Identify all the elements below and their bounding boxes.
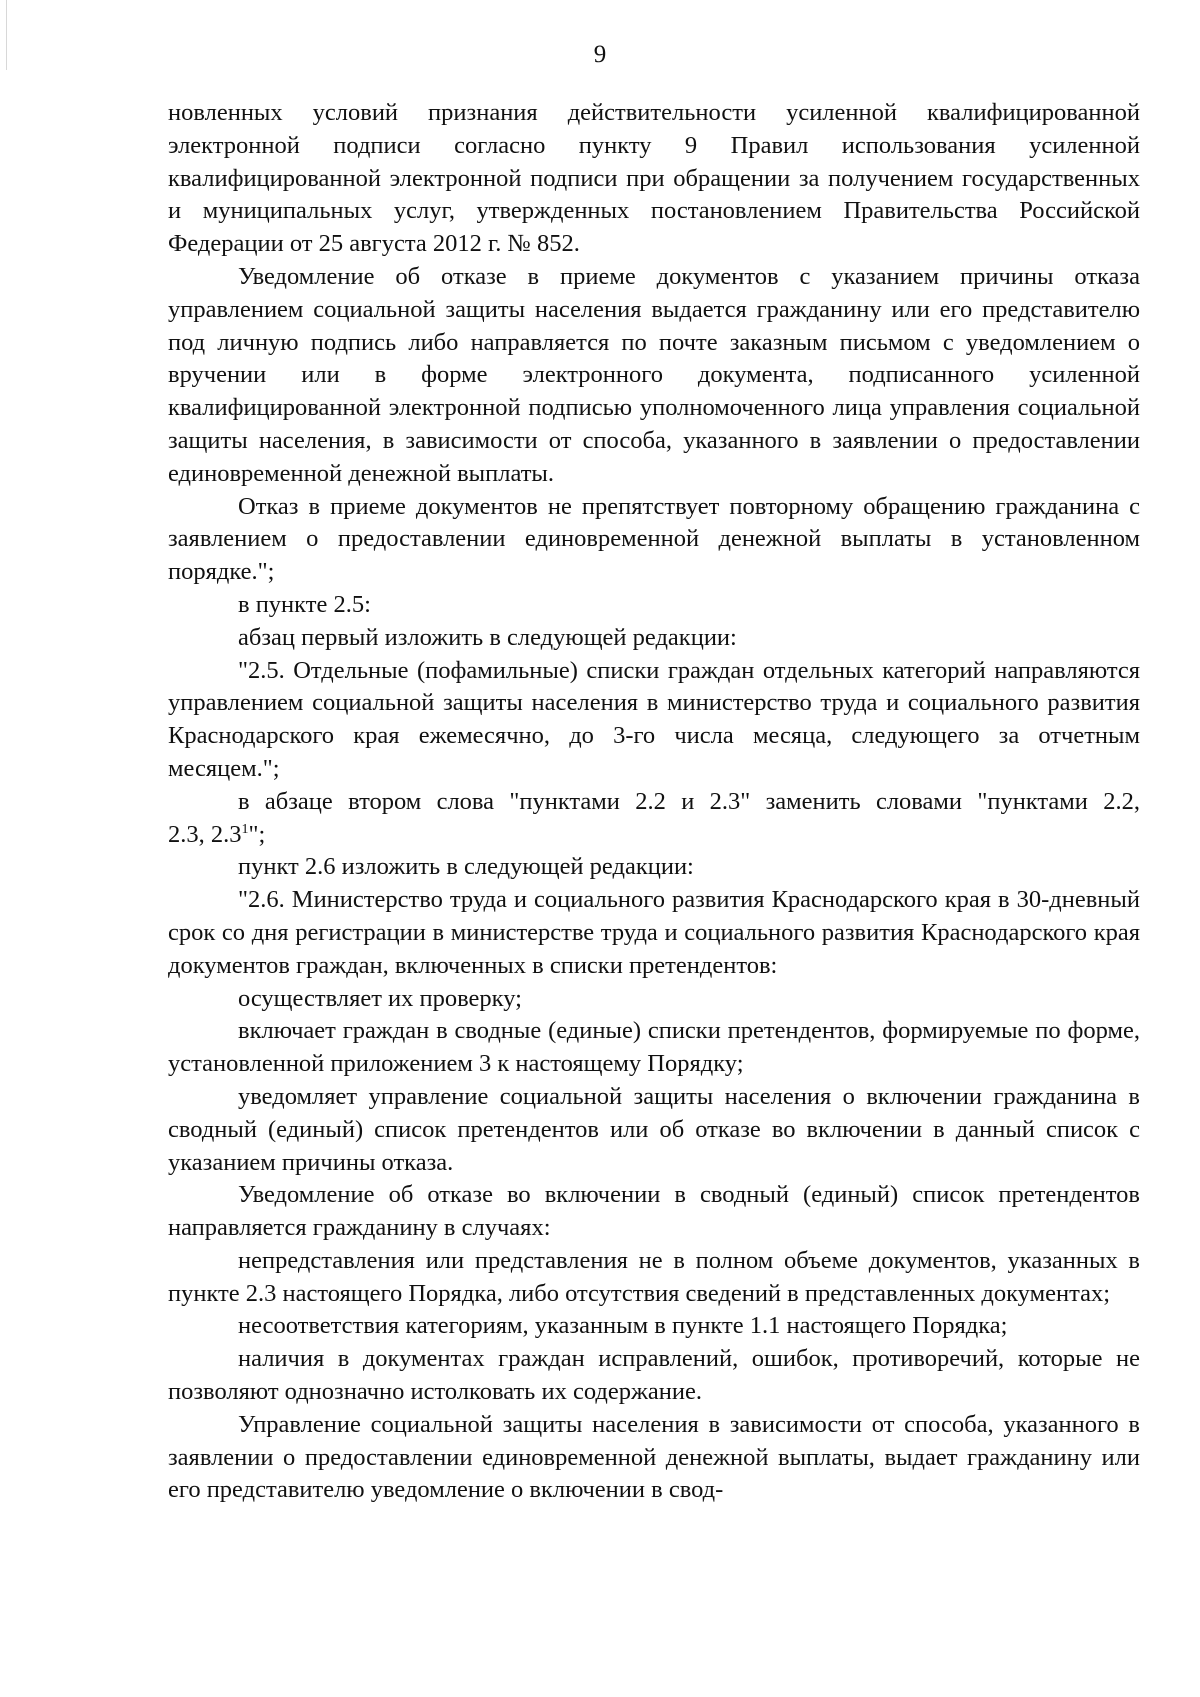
paragraph-second-abstract: в абзаце втором слова "пунктами 2.2 и 2.3" заменить словами "пунктами 2.2, xyxy=(238,787,1140,815)
page-number: 9 xyxy=(593,41,607,68)
paragraph-second-abstract-end xyxy=(168,819,1140,852)
paragraph-verification: осуществляет их проверку; xyxy=(238,984,522,1012)
paragraph-clause-2-5: в пункте 2.5: xyxy=(238,590,371,618)
paragraph-consolidated-lists: включает граждан в сводные (единые) списки претендентов, формируемые по форме, установленной приложением 3 к настоящему Порядку; xyxy=(168,1017,1140,1078)
paragraph-2-6-text: "2.6. Министерство труда и социального развития Краснодарского края в 30-дневный срок со дня регистрации в министерстве труда и социального развития Краснодарского края документов граждан, включенных в списки претендентов: xyxy=(168,886,1140,979)
paragraph-management-issues: Управление социальной защиты населения в зависимости от способа, указанного в заявлении о предоставлении единовременной денежной выплаты, выдает гражданину или его представителю уведомление о включении в свод- xyxy=(168,1410,1140,1504)
paragraph-clause-2-6: пункт 2.6 изложить в следующей редакции: xyxy=(238,853,694,881)
paragraph-case-categories: несоответствия категориям, указанным в пункте 1.1 настоящего Порядка; xyxy=(238,1312,1008,1340)
paragraph-case-errors: наличия в документах граждан исправлений, ошибок, противоречий, которые не позволяют однозначно истолковать их содержание. xyxy=(168,1345,1140,1406)
paragraph-case-documents: непредставления или представления не в полном объеме документов, указанных в пункте 2.3 настоящего Порядка, либо отсутствия сведений в представленных документах; xyxy=(168,1246,1140,1307)
paragraph-first-abstract: абзац первый изложить в следующей редакции: xyxy=(238,623,737,651)
paragraph-2-5-text: "2.5. Отдельные (пофамильные) списки граждан отдельных категорий направляются управлением социальной защиты населения в министерство труда и социального развития Краснодарского края ежемесячно, до 3-го числа месяца, следующего за отчетным месяцем."; xyxy=(168,656,1140,782)
document-body xyxy=(168,97,1140,1507)
paragraph-continuation: новленных условий признания действительности усиленной квалифицированной электронной подписи согласно пункту 9 Правил использования усиленной квалифицированной электронной подписи при обращении за получением государственных и муниципальных услуг, утвержденных постановлением Правительства Российской Федерации от 25 августа 2012 г. № 852. xyxy=(168,99,1140,258)
clause-reference: 2.3, 2.3 xyxy=(168,820,242,848)
closing-quote: "; xyxy=(248,820,266,848)
paragraph-refusal-no-obstacle: Отказ в приеме документов не препятствует повторному обращению гражданина с заявлением о предоставлении единовременной денежной выплаты в установленном порядке."; xyxy=(168,492,1140,586)
paragraph-refusal-notice: Уведомление об отказе в приеме документов с указанием причины отказа управлением социальной защиты населения выдается гражданину или его представителю под личную подпись либо направляется по почте заказным письмом с уведомлением о вручении или в форме электронного документа, подписанного усиленной квалифицированной электронной подписью уполномоченного лица управления социальной защиты населения, в зависимости от способа, указанного в заявлении о предоставлении единовременной денежной выплаты. xyxy=(168,262,1140,487)
superscript-index: 1 xyxy=(241,821,249,837)
paragraph-exclusion-notice: Уведомление об отказе во включении в сводный (единый) список претендентов направляется гражданину в случаях: xyxy=(168,1181,1140,1242)
paragraph-notification: уведомляет управление социальной защиты населения о включении гражданина в сводный (единый) список претендентов или об отказе во включении в данный список с указанием причины отказа. xyxy=(168,1082,1140,1176)
